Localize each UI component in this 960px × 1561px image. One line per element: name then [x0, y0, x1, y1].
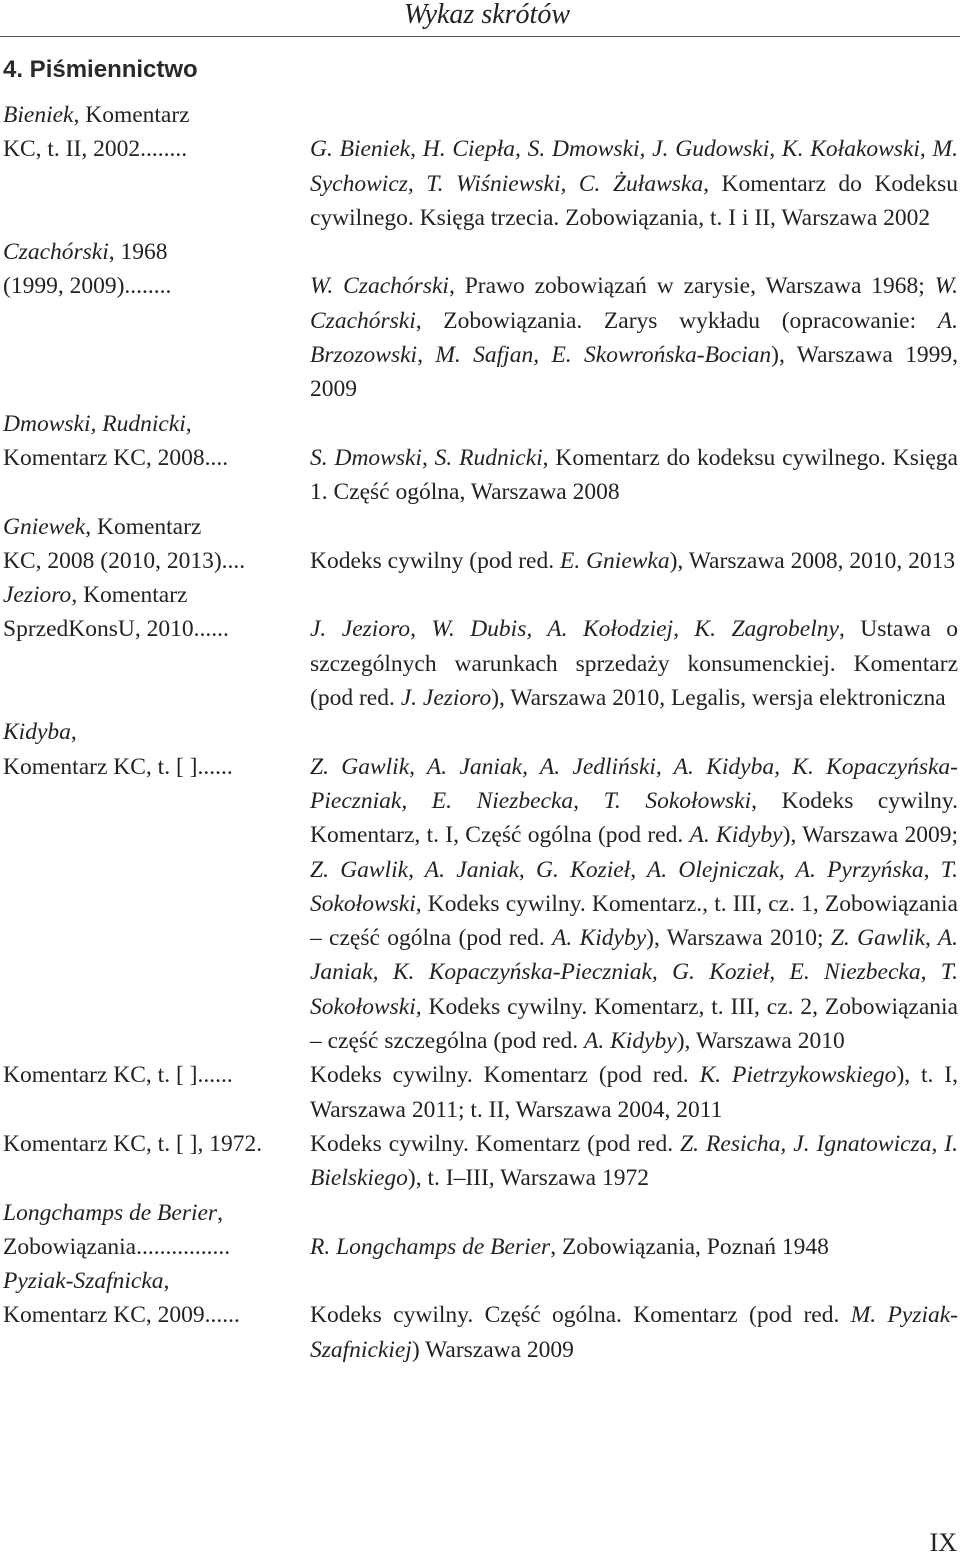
entry-citation	[310, 132, 958, 235]
entry-citation	[310, 1058, 958, 1127]
abbreviation-text: , Komentarz	[71, 582, 188, 609]
citation-text: W. Czachórski	[310, 273, 958, 334]
bibliography-entry	[0, 1058, 960, 1127]
citation-text: Z. Gawlik, A. Janiak, G. Kozieł, A. Olejniczak, A. Pyrzyńska, T. Sokołowski	[310, 856, 958, 917]
abbreviation-text: Komentarz KC, 2008	[3, 444, 205, 471]
abbreviation-text: ,	[163, 1268, 170, 1295]
citation-text: , Kodeks cywilny. Komentarz., t. III, cz. 1, Zobowiązania – część ogólna (pod red.	[310, 890, 958, 952]
citation-text: ) Warszawa 2009	[411, 1336, 574, 1363]
entry-abbreviation-head	[0, 407, 960, 441]
bibliography-entry	[0, 578, 960, 715]
citation-text: J. Jezioro, W. Dubis, A. Kołodziej, K. Zagrobelny	[310, 616, 839, 643]
entry-abbreviation	[0, 750, 310, 1059]
header-rule	[0, 36, 960, 37]
abbreviation-text: Bieniek	[3, 102, 74, 128]
abbreviation-text: ,	[217, 1199, 223, 1226]
citation-text: R. Longchamps de Berier	[310, 1233, 551, 1260]
abbreviation-text: ,	[70, 719, 77, 746]
entry-row	[0, 1058, 960, 1127]
abbreviation-text: Pyziak-Szafnicka	[3, 1268, 164, 1295]
entry-row	[0, 132, 960, 235]
abbreviation-text: Zobowiązania	[3, 1233, 137, 1260]
citation-text: Kodeks cywilny. Komentarz, t. III, cz. 2, Zobowiązania – część szczególna (pod red.	[310, 993, 958, 1055]
citation-text: Z. Gawlik, A. Janiak, K. Kopaczyńska-Pieczniak, G. Kozieł, E. Niezbecka, T. Sokołowski,	[310, 925, 958, 1020]
citation-text: ), Warszawa 2010	[676, 1028, 845, 1055]
abbreviation-text: , 1968	[108, 239, 168, 266]
citation-text: S. Dmowski, S. Rudnicki	[310, 444, 543, 471]
abbreviation-text: Dmowski, Rudnicki	[3, 410, 186, 437]
citation-text: , Prawo zobowiązań w zarysie, Warszawa 1968;	[448, 273, 935, 300]
bibliography-entry	[0, 1196, 960, 1265]
abbreviation-text: , Komentarz	[85, 513, 202, 540]
citation-text: , Zobowiązania. Zarys wykładu (opracowanie:	[415, 307, 938, 334]
abbreviation-text: Kidyba	[3, 719, 71, 746]
citation-text: ), Warszawa 2010;	[646, 925, 831, 952]
citation-text: G. Bieniek, H. Ciepła, S. Dmowski, J. Gudowski, K. Kołakowski, M. Sychowicz, T. Wiśniewski, C. Żuławska	[310, 136, 958, 197]
entry-citation	[310, 1127, 958, 1196]
abbreviation-text: Komentarz KC, t. [ ], 1972.	[3, 1130, 263, 1157]
entry-citation	[310, 1298, 958, 1367]
abbreviation-text: Jezioro	[3, 582, 72, 609]
citation-text: ), Warszawa 1999, 2009	[310, 342, 958, 403]
bibliography-list	[0, 98, 960, 1367]
bibliography-entry	[0, 1127, 960, 1196]
bibliography-entry	[0, 407, 960, 510]
citation-text: , Zobowiązania, Poznań 1948	[550, 1233, 829, 1260]
citation-text: ), Warszawa 2008, 2010, 2013	[669, 547, 956, 574]
abbreviation-text: ,	[185, 410, 192, 437]
page-number: IX	[929, 1528, 957, 1557]
entry-row	[0, 612, 960, 715]
entry-abbreviation-head	[0, 715, 960, 749]
abbreviation-text: Komentarz KC, t. [ ]	[3, 753, 198, 780]
bibliography-entry	[0, 235, 960, 406]
entry-citation	[310, 1230, 958, 1264]
citation-text: ), Warszawa 2009;	[782, 822, 958, 849]
abbreviation-text: Komentarz KC, 2009	[3, 1302, 205, 1329]
entry-row	[0, 1298, 960, 1367]
leader-dots: ......	[197, 1062, 233, 1089]
leader-dots: ....	[204, 444, 229, 471]
citation-text: A. Kidyby	[689, 822, 783, 849]
bibliography-entry	[0, 98, 960, 235]
entry-abbreviation-head	[0, 1264, 960, 1298]
citation-text: W. Czachórski	[310, 273, 449, 300]
entry-citation	[310, 441, 958, 510]
entry-row	[0, 750, 960, 1059]
abbreviation-text: SprzedKonsU, 2010	[3, 616, 194, 643]
leader-dots: ......	[204, 1302, 240, 1329]
leader-dots: ........	[140, 136, 188, 163]
citation-text: A. Kidyby	[584, 1028, 677, 1055]
leader-dots: ......	[197, 753, 233, 780]
entry-abbreviation-head	[0, 235, 960, 269]
citation-text: ), Warszawa 2010, Legalis, wersja elektroniczna	[491, 685, 946, 712]
citation-text: Kodeks cywilny. Część ogólna. Komentarz (pod red.	[310, 1302, 851, 1329]
entry-row	[0, 1127, 960, 1196]
entry-abbreviation-head	[0, 1196, 960, 1230]
entry-abbreviation	[0, 1298, 310, 1367]
citation-text: ), t. I–III, Warszawa 1972	[407, 1165, 649, 1192]
citation-text: E. Gniewka	[559, 547, 670, 574]
entry-abbreviation	[0, 1058, 310, 1127]
bibliography-entry	[0, 510, 960, 579]
entry-citation	[310, 750, 958, 1059]
abbreviation-text: Longchamps de Berier	[3, 1199, 218, 1226]
citation-text: Kodeks cywilny. Komentarz (pod red.	[310, 1130, 681, 1157]
citation-text: ), t. I, Warszawa 2011; t. II, Warszawa 2004, 2011	[310, 1062, 958, 1123]
leader-dots: ........	[124, 273, 172, 300]
leader-dots: ....	[221, 547, 246, 574]
entry-row	[0, 544, 960, 578]
entry-abbreviation	[0, 269, 310, 406]
bibliography-entry	[0, 715, 960, 1058]
entry-abbreviation	[0, 612, 310, 715]
entry-abbreviation-head	[0, 578, 960, 612]
entry-abbreviation	[0, 1230, 310, 1264]
entry-citation	[310, 544, 958, 578]
entry-citation	[310, 269, 958, 406]
abbreviation-text: KC, 2008 (2010, 2013)	[3, 547, 222, 574]
citation-text: , Ustawa o szczególnych warunkach sprzedaży konsumenckiej. Komentarz (pod red.	[310, 616, 958, 712]
abbreviation-text: Czachórski	[3, 239, 109, 266]
running-head: Wykaz skrótów	[403, 0, 570, 30]
entry-row	[0, 441, 960, 510]
citation-text: Kodeks cywilny (pod red.	[310, 547, 560, 574]
abbreviation-text: KC, t. II, 2002	[3, 136, 141, 163]
leader-dots: ......	[193, 616, 229, 643]
abbreviation-text: Gniewek	[3, 513, 86, 540]
entry-abbreviation-head	[0, 98, 960, 132]
abbreviation-text: , Komentarz	[73, 102, 190, 128]
abbreviation-text: Komentarz KC, t. [ ]	[3, 1062, 198, 1089]
entry-abbreviation	[0, 1127, 310, 1196]
citation-text: Kodeks cywilny. Komentarz (pod red.	[310, 1062, 700, 1089]
citation-text: A. Brzozowski, M. Safjan, E. Skowrońska-Bocian	[310, 307, 958, 369]
citation-text: , Komentarz do Kodeksu cywilnego. Księga trzecia. Zobowiązania, t. I i II, Warszawa 2002	[310, 170, 958, 231]
citation-text: Z. Resicha, J. Ignatowicza, I. Bielskiego	[310, 1130, 958, 1192]
entry-abbreviation-head	[0, 510, 960, 544]
citation-text: M. Pyziak-Szafnickiej	[310, 1302, 959, 1363]
leader-dots: ................	[136, 1233, 231, 1260]
citation-text: Z. Gawlik, A. Janiak, A. Jedliński, A. Kidyba, K. Kopaczyńska-Pieczniak, E. Niezbecka, T. Sokołowski	[310, 753, 958, 814]
entry-abbreviation	[0, 132, 310, 235]
entry-abbreviation	[0, 544, 310, 578]
entry-row	[0, 269, 960, 406]
citation-text: A. Kidyby	[552, 925, 647, 952]
citation-text: K. Pietrzykowskiego	[699, 1062, 897, 1089]
entry-abbreviation	[0, 441, 310, 510]
citation-text: , Kodeks cywilny. Komentarz, t. I, Część ogólna (pod red.	[310, 787, 958, 849]
entry-row	[0, 1230, 960, 1264]
citation-text: J. Jezioro	[400, 685, 492, 712]
citation-text: , Komentarz do kodeksu cywilnego. Księga 1. Część ogólna, Warszawa 2008	[310, 444, 958, 506]
bibliography-entry	[0, 1264, 960, 1367]
entry-citation	[310, 612, 958, 715]
abbreviation-text: (1999, 2009)	[3, 273, 125, 300]
section-title: 4. Piśmiennictwo	[3, 56, 198, 83]
